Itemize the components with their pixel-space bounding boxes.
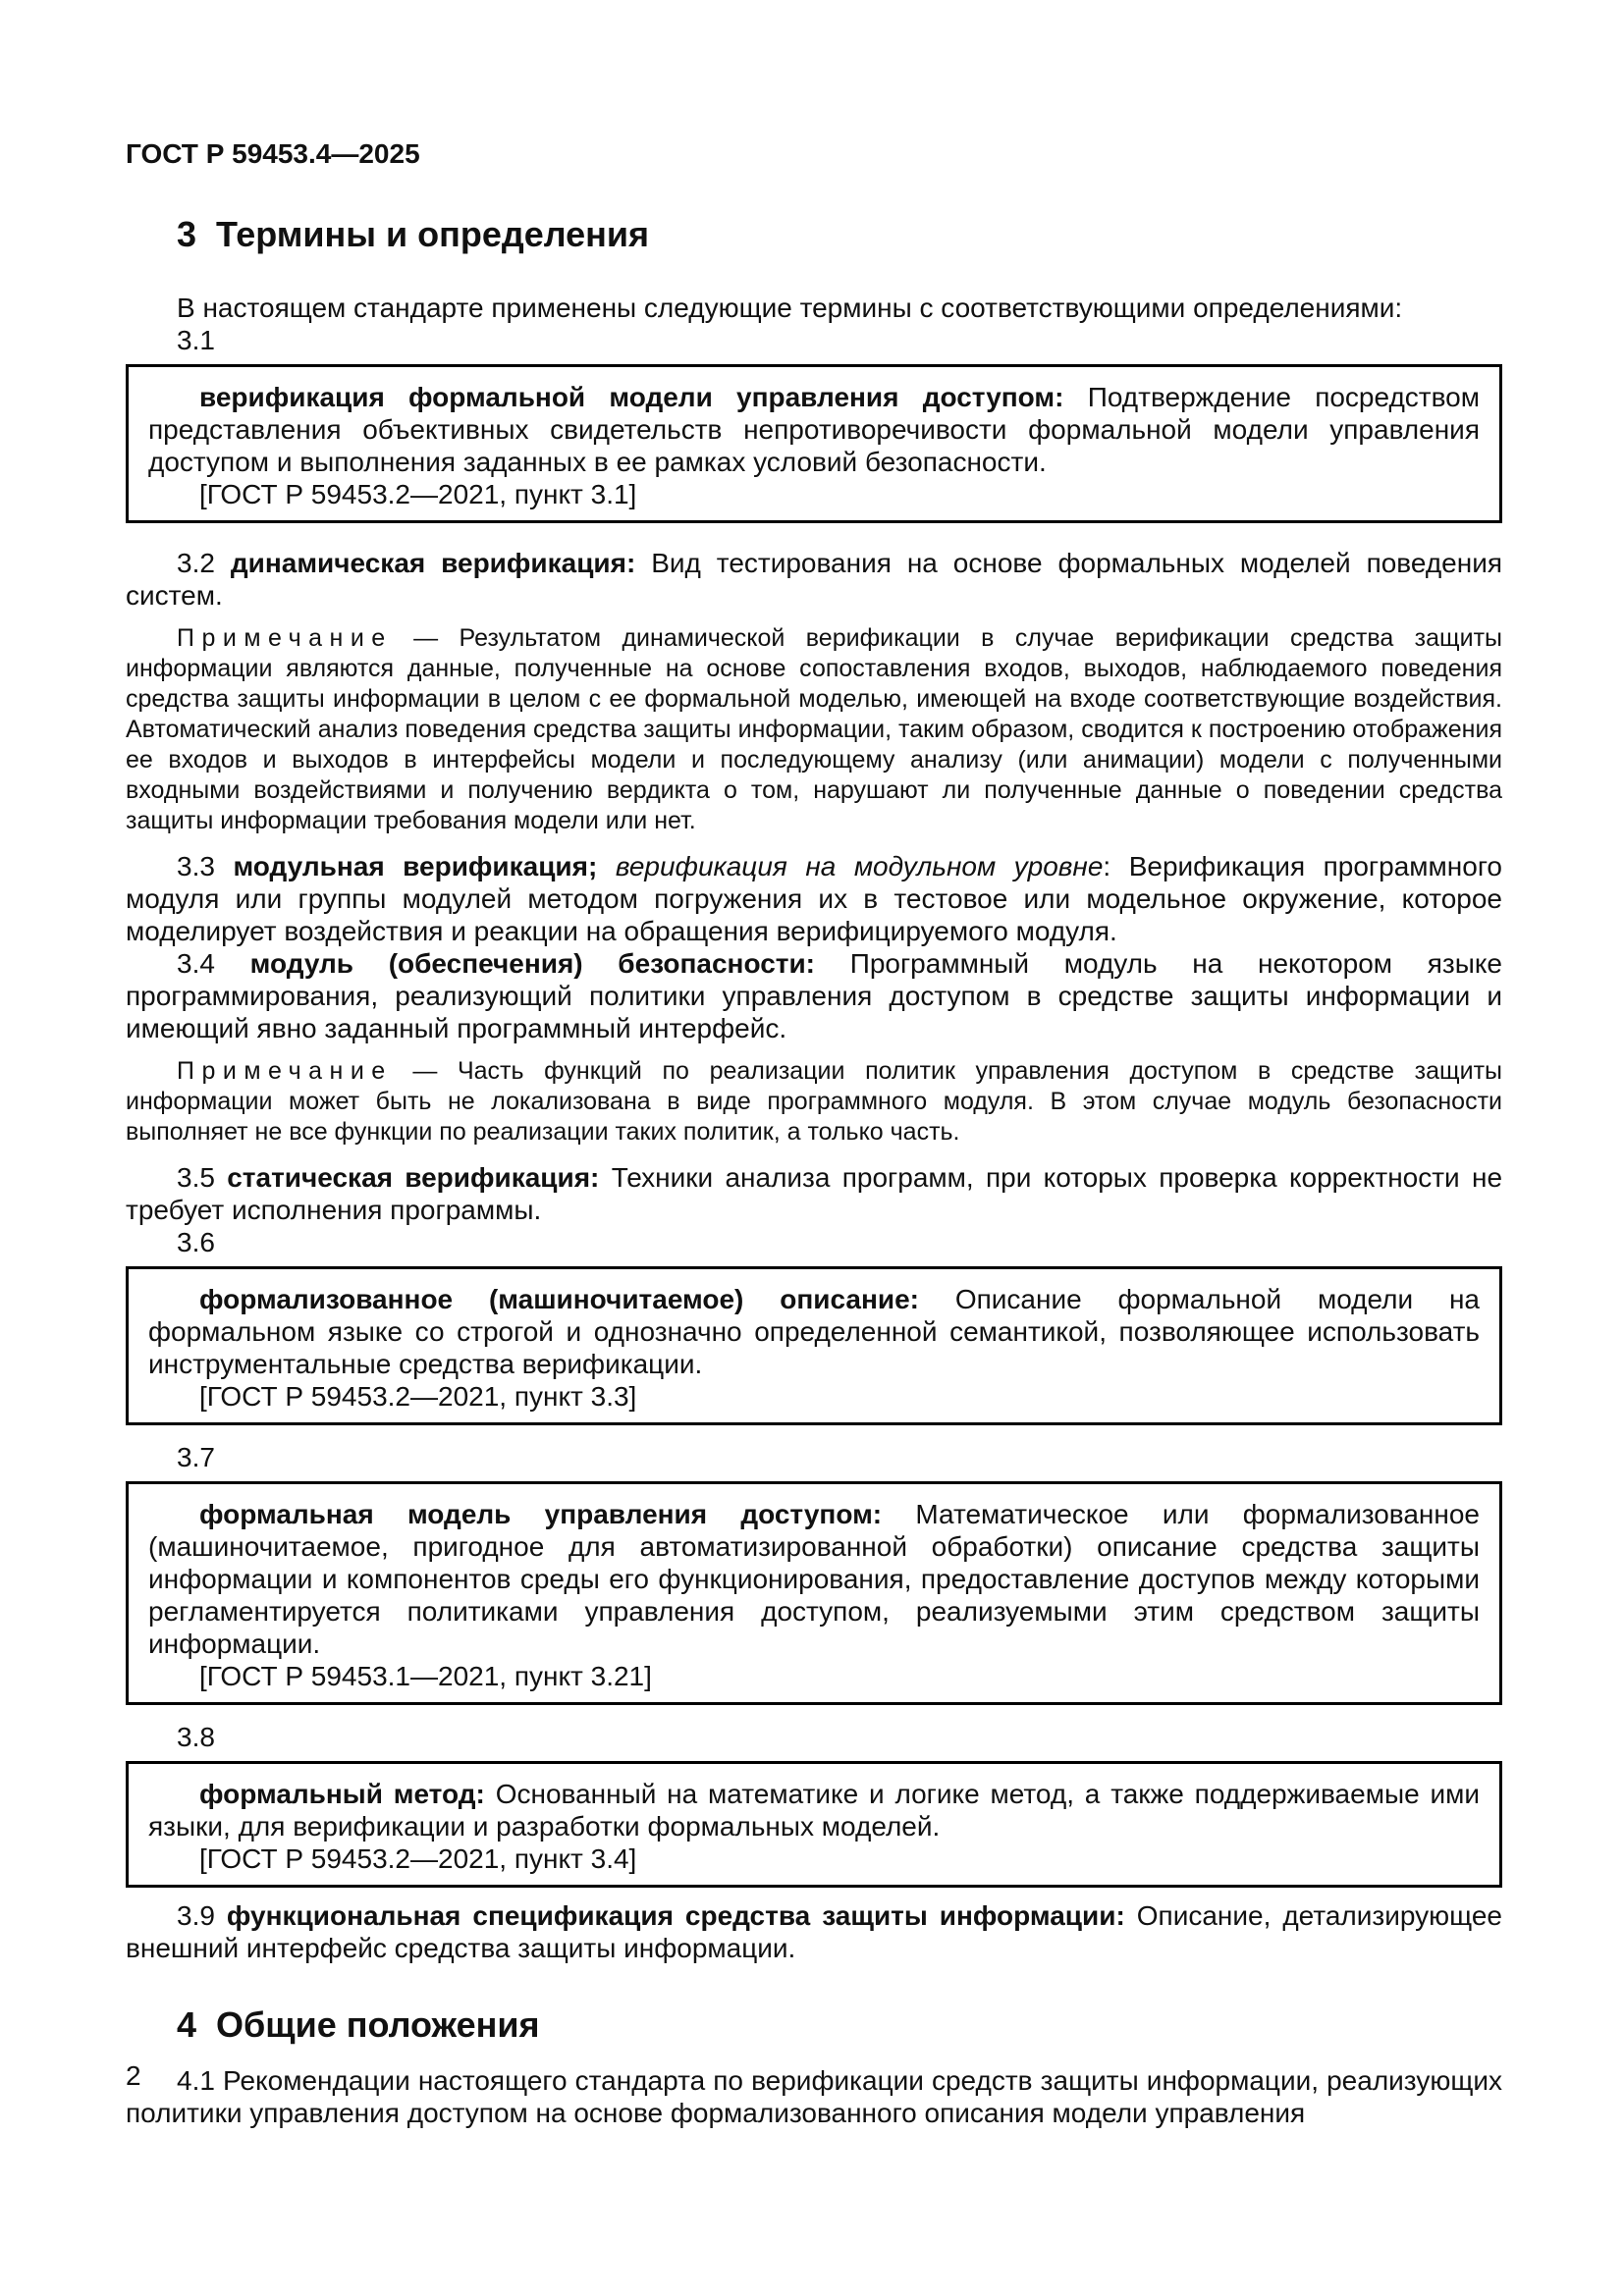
term-3-8-definition: Основанный на математике и логике метод, а также поддерживаемые ими языки, для верификации и разработки формальных моделей.	[148, 1779, 1481, 1842]
term-3-2-number: 3.2	[177, 548, 215, 578]
note-3-2-text: — Результатом динамической верификации в случае верификации средства защиты информации являются данные, полученные на основе сопоставления входов, выходов, наблюдаемого поведения средства защиты информации в целом с ее формальной моделью, имеющей на входе соответствующие воздействия. Автоматический анализ поведения средства защиты информации, таким образом, сводится к построению отображения ее входов и выходов в интерфейсы модели и последующему анализу (или анимации) модели с полученными входными воздействиями и получению вердикта о том, нарушают ли полученные данные о поведении средства защиты информации требования модели или нет.	[126, 624, 1502, 834]
note-3-2-label: Примечание	[177, 624, 393, 652]
term-3-5-paragraph	[126, 1161, 1502, 1226]
term-3-3-synonym: верификация на модульном уровне	[615, 851, 1104, 881]
note-3-4-label: Примечание	[177, 1057, 393, 1085]
gost-source-3-7: [ГОСТ Р 59453.1—2021, пункт 3.21]	[199, 1661, 652, 1691]
note-3-2	[126, 623, 1502, 836]
para-4-1-number: 4.1	[177, 2065, 215, 2096]
section-4-title: Общие положения	[216, 2004, 540, 2045]
section-3-title: Термины и определения	[216, 214, 650, 254]
term-3-4-number: 3.4	[177, 948, 215, 979]
gost-source-3-8: [ГОСТ Р 59453.2—2021, пункт 3.4]	[199, 1843, 637, 1874]
term-3-5-definition: Техники анализа программ, при которых проверка корректности не требует исполнения программы.	[126, 1162, 1503, 1225]
definition-box-3-7	[126, 1481, 1502, 1705]
term-3-5: статическая верификация:	[227, 1162, 600, 1193]
term-3-3-definition: : Верификация программного модуля или группы модулей методом погружения их в тестовое или модельное окружение, которое моделирует воздействия и реакции на обращения верифицируемого модуля.	[126, 851, 1502, 946]
term-3-7-number: 3.7	[177, 1442, 215, 1472]
note-3-4-text: — Часть функций по реализации политик управления доступом в средстве защиты информации может быть не локализована в виде программного модуля. В этом случае модуль безопасности выполняет не все функции по реализации таких политик, а только часть.	[126, 1057, 1502, 1146]
term-3-3-number: 3.3	[177, 851, 215, 881]
term-3-4-definition: Программный модуль на некотором языке программирования, реализующий политики управления доступом в средстве защиты информации и имеющий явно заданный программный интерфейс.	[126, 948, 1502, 1043]
intro-paragraph: В настоящем стандарте применены следующие термины с соответствующими определениями:	[177, 293, 1403, 323]
term-3-6: формализованное (машиночитаемое) описание:	[199, 1284, 919, 1314]
section-3-number: 3	[177, 214, 197, 254]
term-3-3: модульная верификация;	[233, 851, 598, 881]
term-3-6-number: 3.6	[177, 1227, 215, 1257]
term-3-9-paragraph	[126, 1899, 1502, 1964]
gost-source-3-1: [ГОСТ Р 59453.2—2021, пункт 3.1]	[199, 479, 637, 509]
page-number: 2	[126, 2060, 141, 2091]
para-4-1	[126, 2064, 1502, 2129]
term-3-7-definition: Математическое или формализованное (машиночитаемое, пригодное для автоматизированной обработки) описание средства защиты информации и компонентов среды его функционирования, предоставление доступов между которыми регламентируется политиками управления доступом, реализуемыми этим средством защиты информации.	[148, 1499, 1481, 1659]
section-4-heading	[177, 2003, 1502, 2047]
term-3-9-definition: Описание, детализирующее внешний интерфейс средства защиты информации.	[126, 1900, 1502, 1963]
section-3-heading	[177, 213, 1502, 256]
term-3-4-paragraph	[126, 947, 1502, 1044]
gost-source-3-6: [ГОСТ Р 59453.2—2021, пункт 3.3]	[199, 1381, 637, 1412]
term-3-6-paragraph	[148, 1283, 1480, 1380]
term-3-8-number: 3.8	[177, 1722, 215, 1752]
term-3-7-paragraph	[148, 1498, 1480, 1660]
term-3-9-number: 3.9	[177, 1900, 215, 1931]
term-3-8: формальный метод:	[199, 1779, 485, 1809]
term-3-6-definition: Описание формальной модели на формальном языке со строгой и однозначно определенной семантикой, позволяющее использовать инструментальные средства верификации.	[148, 1284, 1480, 1379]
section-4-number: 4	[177, 2004, 197, 2045]
term-3-2: динамическая верификация:	[230, 548, 636, 578]
term-3-7: формальная модель управления доступом:	[199, 1499, 883, 1529]
term-3-5-number: 3.5	[177, 1162, 215, 1193]
term-3-1-number: 3.1	[177, 325, 215, 355]
term-3-9: функциональная спецификация средства защиты информации:	[226, 1900, 1125, 1931]
doc-code: ГОСТ Р 59453.4—2025	[126, 138, 420, 169]
definition-box-3-6	[126, 1266, 1502, 1425]
definition-box-3-8	[126, 1761, 1502, 1888]
term-3-1-paragraph	[148, 381, 1480, 478]
term-3-1: верификация формальной модели управления доступом:	[199, 382, 1064, 412]
term-3-1-definition: Подтверждение посредством представления объективных свидетельств непротиворечивости формальной модели управления доступом и выполнения заданных в ее рамках условий безопасности.	[148, 382, 1481, 477]
definition-box-3-1	[126, 364, 1502, 523]
term-3-3-paragraph	[126, 850, 1502, 947]
term-3-2-definition: Вид тестирования на основе формальных моделей поведения систем.	[126, 548, 1503, 611]
para-4-1-text: Рекомендации настоящего стандарта по верификации средств защиты информации, реализующих политики управления доступом на основе формализованного описания модели управления	[126, 2065, 1503, 2128]
term-3-8-paragraph	[148, 1778, 1480, 1842]
note-3-4	[126, 1056, 1502, 1148]
term-3-2-paragraph	[126, 547, 1502, 612]
term-3-4: модуль (обеспечения) безопасности:	[249, 948, 816, 979]
